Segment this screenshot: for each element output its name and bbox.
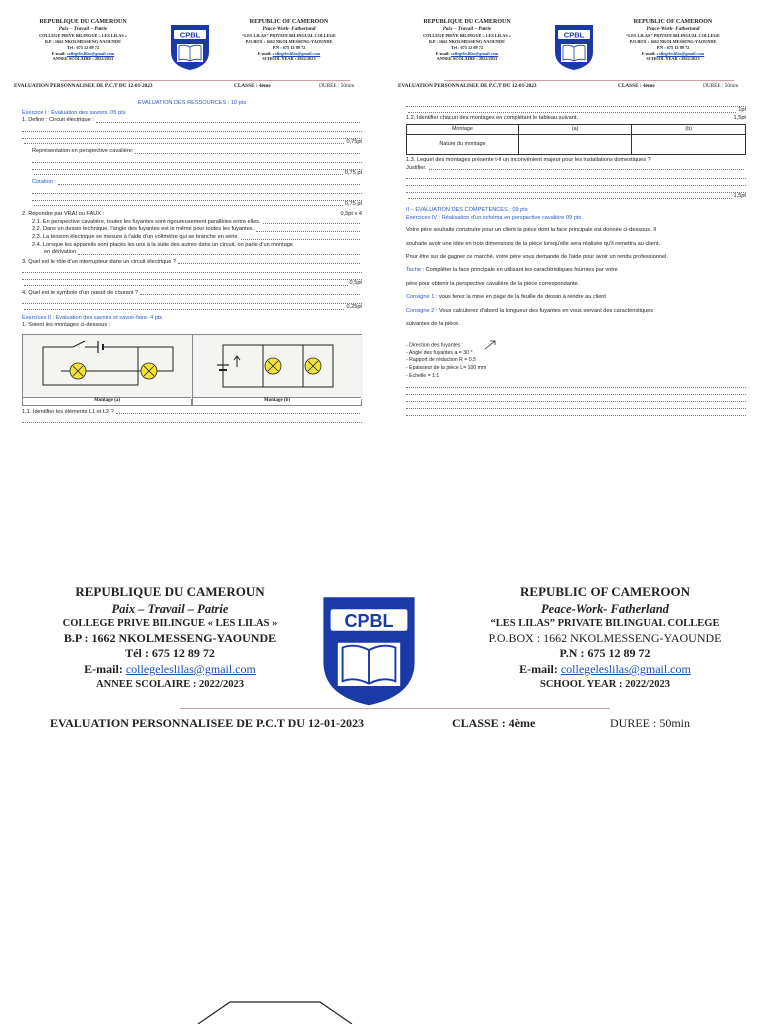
country-fr: REPUBLIQUE DU CAMEROUN xyxy=(39,19,127,25)
points-row xyxy=(406,107,746,115)
question-text: 1. Definir : Circuit électrique : xyxy=(22,117,94,124)
bp-fr: B.P : 1662 NKOLMESSENG-YAOUNDE xyxy=(63,630,277,645)
pobox-en: P.O.BOX : 1662 NKOLMESSENG-YAOUNDE xyxy=(629,38,717,44)
college-fr: COLLEGE PRIVE BILINGUE « LES LILAS » xyxy=(62,618,278,630)
question-text: Justifier. xyxy=(406,164,427,171)
paragraph-line: Votre père souhaite construire pour un client la pièce dont la face principale est donnée ci-dessous. Il xyxy=(406,227,657,234)
question-2-4: 2.4. Lorsque les appareils sont placés les uns à la suite des autres dans un circuit, on parle d'un montage xyxy=(32,241,294,248)
consigne-text: Vous calculerez d'abord la longueur des fuyantes en vous servant des caractéristiques xyxy=(438,307,654,314)
country-en: REPUBLIC OF CAMEROON xyxy=(249,19,329,25)
caption-a: Montage (a) xyxy=(23,397,191,405)
motto-en: Peace-Work- Fatherland xyxy=(541,601,669,616)
header-fr xyxy=(392,18,542,62)
points-row xyxy=(22,139,362,147)
logo-text: CPBL xyxy=(563,30,585,40)
points-row xyxy=(22,304,362,312)
duree: DUREE : 50min xyxy=(319,83,355,89)
question-1-intro: 1. Soient les montages ci-dessous : xyxy=(22,322,111,329)
college-en: “LES LILAS” PRIVATE BILINGUAL COLLEGE xyxy=(626,33,720,39)
left-page xyxy=(0,0,384,540)
answer-line[interactable] xyxy=(22,297,362,304)
question-text: 3. Quel est le rôle d'un interrupteur dans un circuit électrique ? xyxy=(22,258,177,265)
answer-line[interactable] xyxy=(406,381,746,388)
year-fr: ANNEE SCOLAIRE : 2022/2023 xyxy=(436,56,498,62)
enlarged-header xyxy=(0,570,768,750)
question-1-1 xyxy=(22,409,362,417)
table-header-row xyxy=(407,125,746,135)
question-1-3b xyxy=(406,165,746,173)
email-link[interactable]: collegeleslilas@gmail.com xyxy=(272,50,321,56)
exercise-4-title: Exercices IV : Réalisation d'un schéma en perspective cavalière 09 pts xyxy=(406,214,582,221)
college-en: “LES LILAS” PRIVATE BILINGUAL COLLEGE xyxy=(490,618,720,630)
answer-line[interactable] xyxy=(406,179,746,186)
consigne-2 xyxy=(406,305,746,318)
circuits xyxy=(22,334,362,406)
answer-line[interactable] xyxy=(32,156,362,163)
consigne-label: Consigne 2 : xyxy=(406,307,438,314)
tel-fr: Tél : 675 12 89 72 xyxy=(125,646,215,661)
college-en: “LES LILAS” PRIVATE BILINGUAL COLLEGE xyxy=(242,33,336,39)
country-fr: REPUBLIQUE DU CAMEROUN xyxy=(75,584,265,599)
motto-en: Peace-Work- Fatherland xyxy=(646,26,700,33)
college-fr: COLLEGE PRIVE BILINGUE « LES LILAS » xyxy=(423,33,511,39)
answer-line[interactable] xyxy=(32,163,362,170)
left-body xyxy=(22,100,362,423)
email-label: E-mail: xyxy=(84,661,123,676)
year-en: SCHOOL YEAR : 2022/2023 xyxy=(262,56,316,62)
montage-table xyxy=(406,124,746,155)
points: 0,75pt xyxy=(346,138,362,145)
header-en-large xyxy=(455,584,755,691)
logo-text: CPBL xyxy=(179,30,201,40)
question-2-3 xyxy=(32,234,362,242)
answer-line[interactable] xyxy=(406,395,746,402)
country-en: REPUBLIC OF CAMEROON xyxy=(520,584,690,599)
points: 0,25pt xyxy=(346,304,362,311)
email-label: E-mail: xyxy=(519,661,558,676)
question-text: 4. Quel est le symbole d'un nœud de courant ? xyxy=(22,289,139,296)
email-link[interactable]: collegeleslilas@gmail.com xyxy=(560,661,691,676)
tache xyxy=(406,264,746,277)
answer-line[interactable] xyxy=(406,100,746,107)
question-text: Cotation : xyxy=(32,179,56,186)
answer-line[interactable] xyxy=(32,187,362,194)
email-en xyxy=(455,662,755,678)
table-cell-a[interactable] xyxy=(518,135,632,155)
eval-title: EVALUATION PERSONNALISEE DE P.C.T DU 12-01-2023 xyxy=(14,83,153,89)
duree: DUREE : 50min xyxy=(703,83,739,89)
question-text: 2.3. La tension électrique se mesure à l'aide d'un voltmètre qui se branche en série. xyxy=(32,234,240,241)
spec-item: - Rapport de réduction R = 0.5 xyxy=(406,357,476,364)
header-separator xyxy=(180,708,610,709)
question-2-1 xyxy=(32,219,362,227)
answer-line[interactable] xyxy=(406,409,746,416)
circuit-b-diagram xyxy=(193,335,363,399)
pn-en: P.N : 675 12 89 72 xyxy=(559,646,651,661)
answer-line[interactable] xyxy=(406,172,746,179)
year-en: SCHOOL YEAR : 2022/2023 xyxy=(646,56,700,62)
exercise-2-title: Exercices II : Evaluation des savoirs et savoir-faire. 4 pts xyxy=(22,314,163,321)
spec-item: - Epaisseur de la pièce L= 100 mm xyxy=(406,365,487,372)
answer-line[interactable] xyxy=(406,388,746,395)
points-row xyxy=(406,193,746,201)
spec-item: - Angle des fuyantes a = 30 ° xyxy=(406,349,473,356)
exercise-4-text xyxy=(406,224,746,331)
duree: DUREE : 50min xyxy=(610,716,690,730)
question-1c xyxy=(32,179,362,187)
question-text: 2. Répondre par VRAI ou FAUX : xyxy=(22,211,105,218)
table-header-cell: Montage xyxy=(407,125,519,135)
question-2-4b xyxy=(44,249,362,257)
points: 1,5pt xyxy=(733,193,746,200)
classe: CLASSE : 4ème xyxy=(618,83,655,89)
question-text: 1.2. Identifier chacun des montages en complétant le tableau suivant. xyxy=(406,114,578,121)
table-header-cell: (a) xyxy=(518,125,632,135)
bp-fr: B.P : 1662 NKOLMESSENG-YAOUNDE xyxy=(44,38,121,44)
tel-fr: Tél : 675 12 89 72 xyxy=(66,44,100,50)
points: 0,75 pt xyxy=(344,200,362,207)
pn-en: P.N : 675 12 89 72 xyxy=(656,44,690,50)
email-label: E-mail: xyxy=(435,50,450,56)
classe: CLASSE : 4ème xyxy=(452,716,536,730)
eval-title: EVALUATION PERSONNALISEE DE P.C.T DU 12-01-2023 xyxy=(50,716,364,730)
points: 0,75 pt xyxy=(344,169,362,176)
exercise-1-title: Exercice I : Evaluation des savoirs. 05 pts xyxy=(22,109,126,116)
cpbl-logo xyxy=(315,590,423,710)
header-separator xyxy=(60,80,350,81)
page-header xyxy=(384,0,768,92)
email-label: E-mail: xyxy=(641,50,656,56)
consigne-text: vous ferez la mise en page de la feuille de dessin à rendre au client xyxy=(438,294,606,301)
header-en xyxy=(214,18,364,62)
answer-line[interactable] xyxy=(406,402,746,409)
paragraph-line: souhaite avoir une idée en trois dimensions de la pièce lorsqu'elle sera réalisée qu'il remettra au client. xyxy=(406,240,660,247)
caption-b: Montage (b) xyxy=(193,397,361,405)
college-fr: COLLEGE PRIVE BILINGUE « LES LILAS » xyxy=(39,33,127,39)
spec-list xyxy=(406,340,746,381)
answer-line[interactable] xyxy=(22,266,362,273)
motto-en: Peace-Work- Fatherland xyxy=(262,26,316,33)
table-row-label: Nature du montage xyxy=(407,135,519,155)
pobox-en: P.O.BOX : 1662 NKOLMESSENG-YAOUNDE xyxy=(488,630,722,645)
cpbl-logo xyxy=(168,22,212,72)
answer-line[interactable] xyxy=(22,125,362,132)
question-4 xyxy=(22,290,362,298)
points: 0,5pt x 4 xyxy=(340,211,362,218)
pobox-en: P.O.BOX : 1662 NKOLMESSENG-YAOUNDE xyxy=(245,38,333,44)
answer-line[interactable] xyxy=(32,194,362,201)
section-2-title: II – EVALUATION DES COMPETENCES : 09 pts xyxy=(406,207,528,214)
motto-fr: Paix – Travail – Patrie xyxy=(58,26,108,33)
answer-line[interactable] xyxy=(22,132,362,139)
table-row xyxy=(407,135,746,155)
year-fr: ANNEE SCOLAIRE : 2022/2023 xyxy=(52,56,114,62)
year-fr: ANNEE SCOLAIRE : 2022/2023 xyxy=(96,678,244,690)
paragraph-line: Pour être sur de gagner ce marché, votre père vous demande de l'aide pour avoir un rendu professionnel. xyxy=(406,253,668,260)
points: 1pt xyxy=(738,107,746,113)
answer-line[interactable] xyxy=(22,416,362,423)
question-1b xyxy=(32,148,362,156)
header-en xyxy=(598,18,748,62)
logo-text: CPBL xyxy=(344,611,394,632)
right-body xyxy=(406,100,746,416)
points-row xyxy=(22,280,362,288)
spec-item: - Direction des fuyantes : xyxy=(406,340,746,350)
email-label: E-mail: xyxy=(257,50,272,56)
points-row xyxy=(32,201,362,209)
country-fr: REPUBLIQUE DU CAMEROUN xyxy=(423,19,511,25)
question-2-2 xyxy=(32,226,362,234)
question-text: 2.2. Dans un dessin technique, l'angle des fuyantes est le même pour toutes les fuyantes. xyxy=(32,226,255,233)
tache-label: Tache : xyxy=(406,267,425,274)
question-2 xyxy=(22,211,362,219)
motto-fr: Paix – Travail – Patrie xyxy=(442,26,492,33)
question-1 xyxy=(22,117,362,125)
year-en: SCHOOL YEAR : 2022/2023 xyxy=(540,678,670,690)
answer-line[interactable] xyxy=(406,186,746,193)
bp-fr: B.P : 1662 NKOLMESSENG-YAOUNDE xyxy=(428,38,505,44)
points: 1,5pt xyxy=(733,114,746,121)
table-header-cell: (b) xyxy=(632,125,746,135)
pn-en: P.N : 675 12 89 72 xyxy=(272,44,306,50)
eval-title: EVALUATION PERSONNALISEE DE P.C.T DU 12-01-2023 xyxy=(398,83,537,89)
email-link[interactable]: collegeleslilas@gmail.com xyxy=(450,50,499,56)
question-text: Représentation en perspective cavalière: xyxy=(32,148,134,155)
email-link[interactable]: collegeleslilas@gmail.com xyxy=(66,50,115,56)
consigne-2-continued: suivantes de la pièce. xyxy=(406,321,460,328)
header-fr-large xyxy=(20,584,320,691)
points-row xyxy=(32,170,362,178)
question-text: 2.1. En perspective cavalière, toutes les fuyantes sont rigoureusement parallèles entre elles. xyxy=(32,218,261,225)
arrow-icon xyxy=(483,340,497,350)
octagon-shape xyxy=(190,1000,360,1024)
question-text: 1.1. Identifier les éléments L1 et L2 ? xyxy=(22,408,114,415)
question-text: en dérivation xyxy=(44,249,77,256)
right-page xyxy=(384,0,768,540)
classe: CLASSE : 4ème xyxy=(234,83,271,89)
section-title: EVALUATION DES RESSOURCES : 10 pts xyxy=(137,100,247,106)
email-fr xyxy=(20,662,320,678)
header-fr xyxy=(8,18,158,62)
circuit-a xyxy=(22,334,192,406)
points: 0,5pt xyxy=(349,280,362,287)
question-3 xyxy=(22,259,362,267)
page-header xyxy=(0,0,384,92)
spec-item: - Echelle = 1:1 xyxy=(406,373,440,380)
email-label: E-mail: xyxy=(51,50,66,56)
question-1-3: 1.3. Lequel des montages présente t-il un inconvénient majeur pour les installations domestiques ? xyxy=(406,157,651,164)
motto-fr: Paix – Travail – Patrie xyxy=(111,601,229,616)
table-cell-b[interactable] xyxy=(632,135,746,155)
tache-continued: père pour obtenir la perspective cavalière de la pièce correspondante. xyxy=(406,280,580,287)
country-en: REPUBLIC OF CAMEROON xyxy=(633,19,713,25)
email-link[interactable]: collegeleslilas@gmail.com xyxy=(125,661,256,676)
question-1-2 xyxy=(406,115,746,123)
circuit-a-diagram xyxy=(23,335,193,399)
tache-text: Compléter la face principale en utilisant les caractéristiques fournies par votre xyxy=(425,267,618,274)
cpbl-logo xyxy=(552,22,596,72)
answer-line[interactable] xyxy=(22,273,362,280)
consigne-1 xyxy=(406,291,746,304)
circuit-b xyxy=(192,334,362,406)
email-link[interactable]: collegeleslilas@gmail.com xyxy=(656,50,705,56)
tel-fr: Tél : 675 12 89 72 xyxy=(450,44,484,50)
header-separator xyxy=(444,80,734,81)
consigne-label: Consigne 1 : xyxy=(406,294,438,301)
